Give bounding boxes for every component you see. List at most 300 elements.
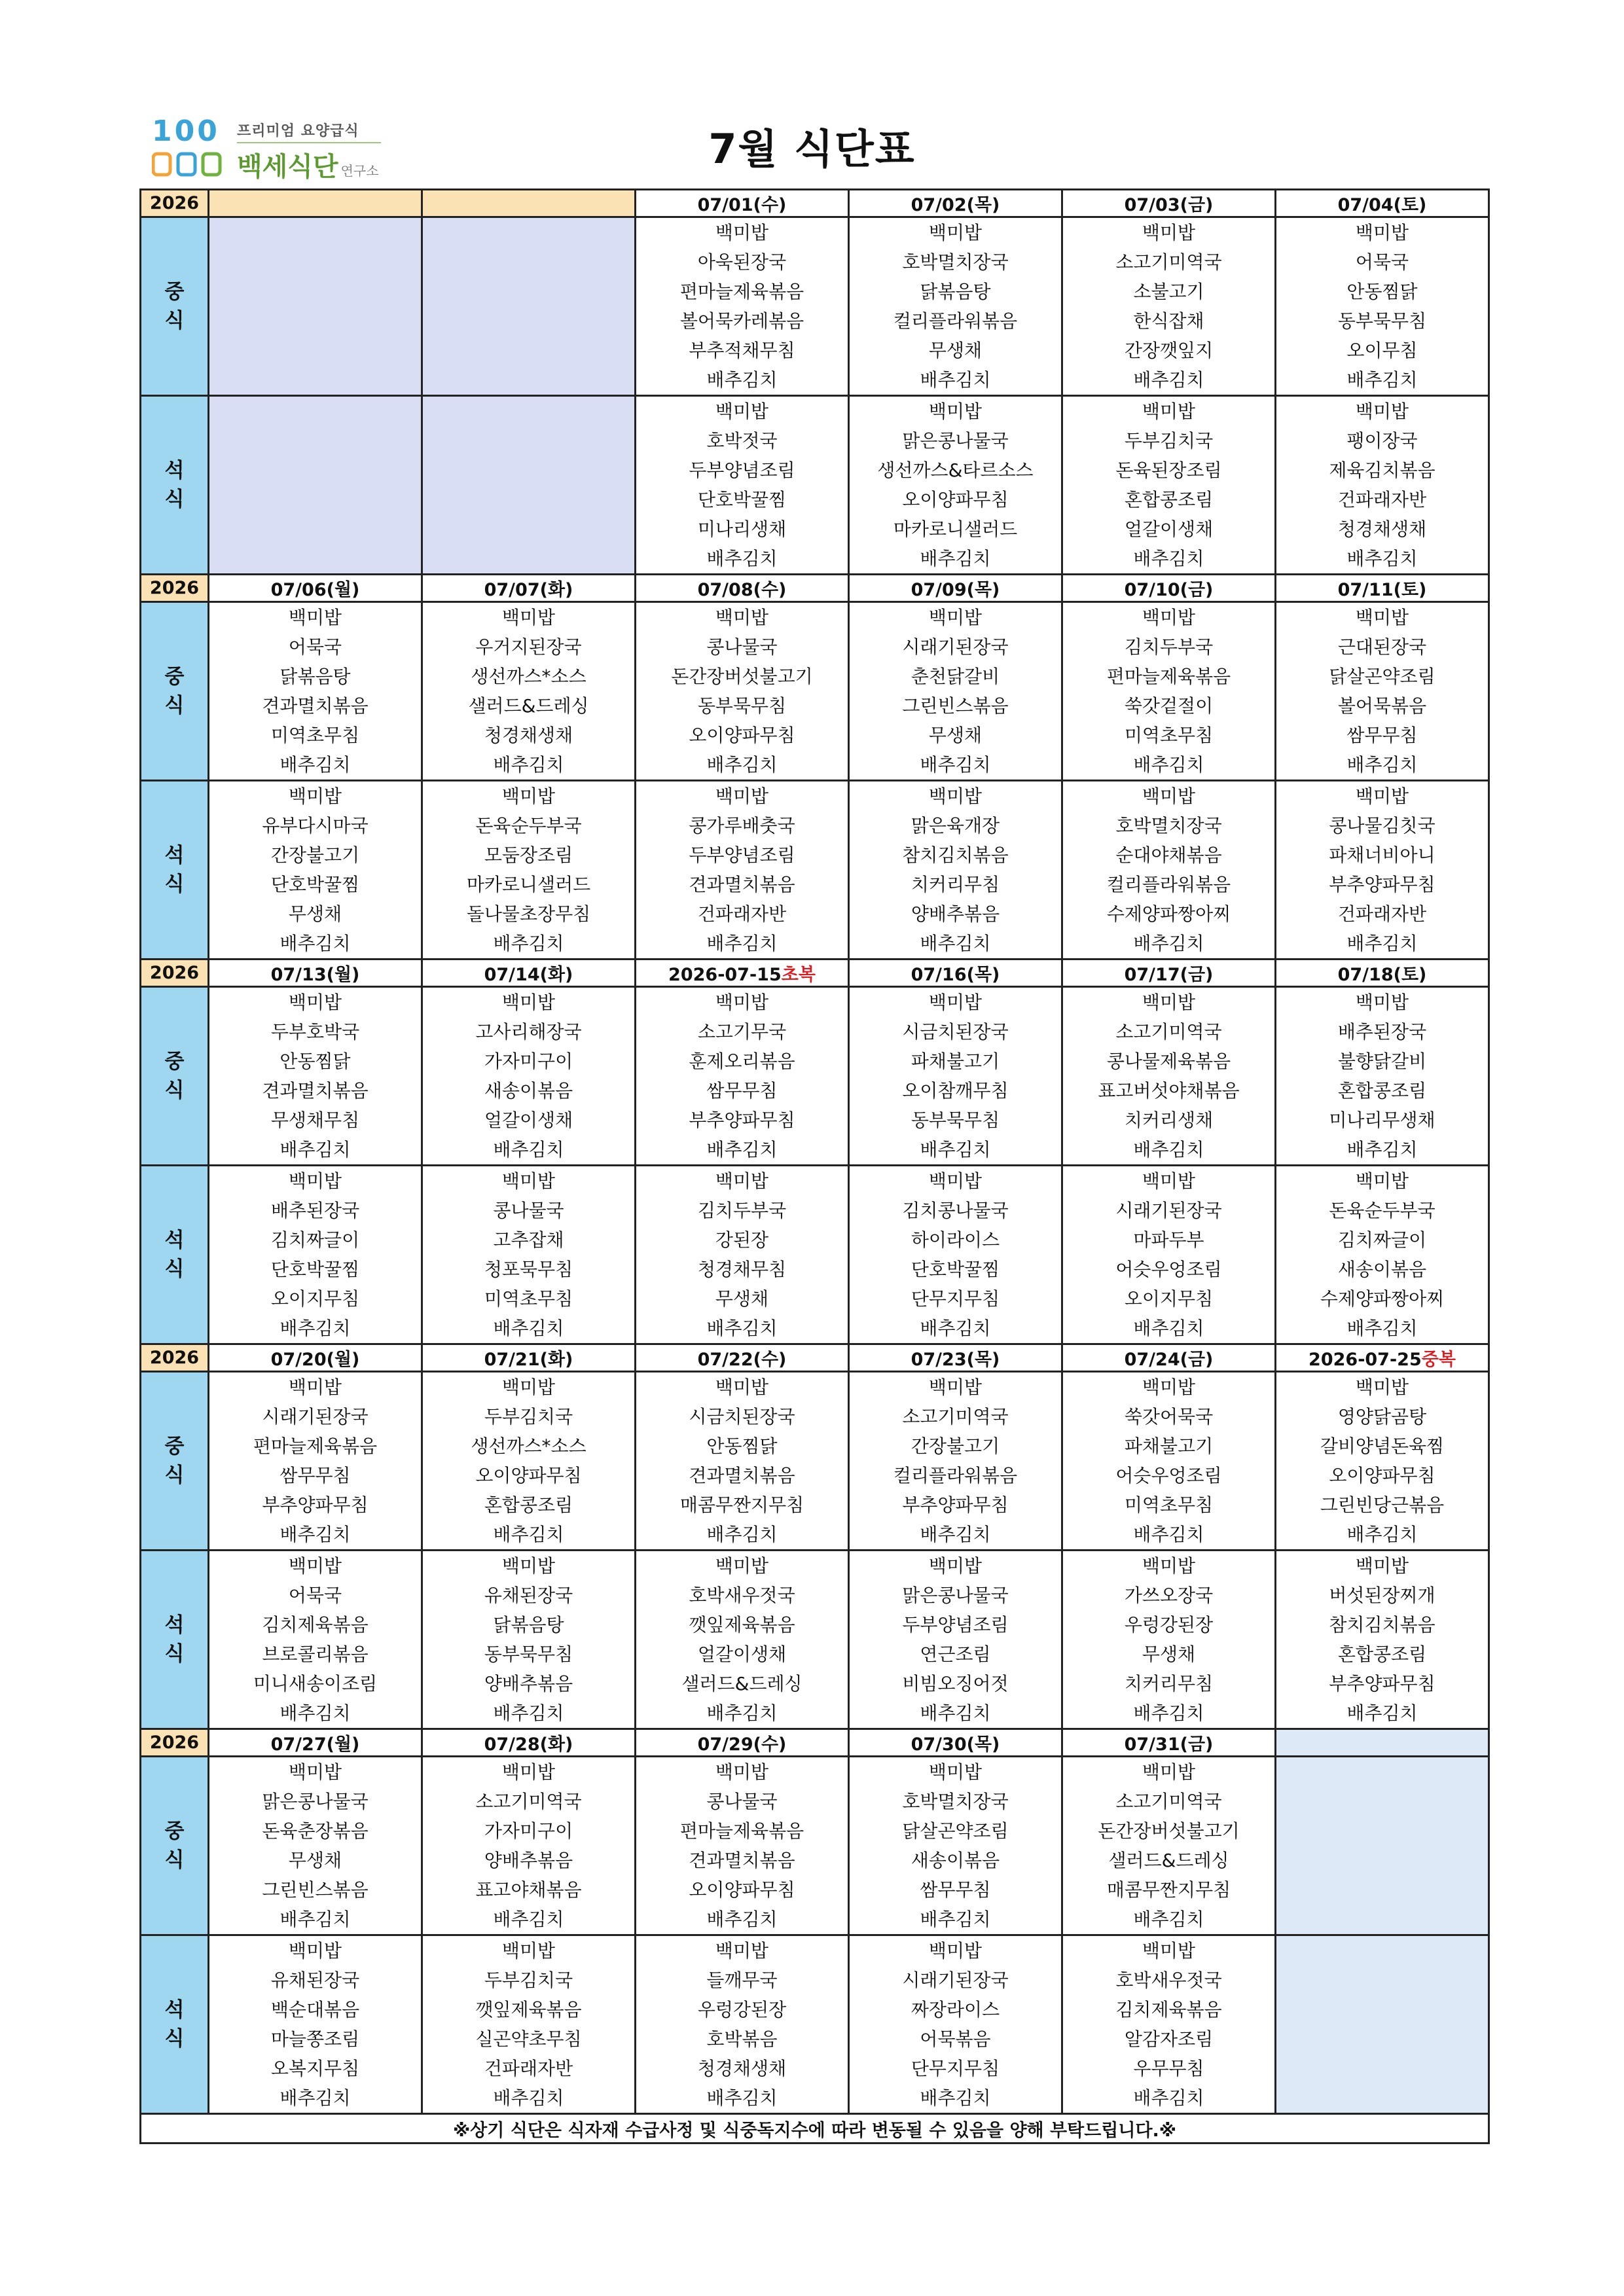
date-text: 07/18(토) — [1337, 965, 1427, 985]
dish-item: 백미밥 — [715, 1555, 769, 1577]
dish-item: 가자미구이 — [484, 1820, 573, 1842]
dish-item: 배추김치 — [920, 1318, 991, 1339]
date-cell — [209, 190, 422, 217]
dish-item: 청포묵무침 — [484, 1259, 573, 1280]
lunch-label — [141, 1372, 209, 1551]
dish-item: 동부묵무침 — [1337, 310, 1427, 332]
meal-label-char: 석 — [164, 844, 185, 867]
dish-item: 견과멸치볶음 — [262, 1080, 369, 1102]
lunch-menu-cell — [849, 1372, 1062, 1551]
dinner-row — [141, 396, 1489, 575]
dish-list — [1063, 1551, 1274, 1728]
dish-item: 단무지무침 — [911, 1288, 1000, 1310]
dish-item: 소고기미역국 — [475, 1791, 582, 1812]
year-cell: 2026 — [141, 190, 209, 217]
logo-subtitle: 연구소 — [340, 163, 379, 179]
dish-item: 백미밥 — [928, 401, 983, 422]
dish-item: 백미밥 — [1142, 1555, 1196, 1577]
dish-item: 유채된장국 — [270, 1969, 360, 1991]
dish-list — [209, 1551, 421, 1728]
dish-item: 백미밥 — [1355, 1170, 1409, 1192]
dish-item: 배추김치 — [706, 1139, 778, 1160]
date-cell — [422, 1344, 636, 1372]
dish-list — [423, 781, 634, 958]
dish-item: 오이양파무침 — [475, 1465, 582, 1486]
dish-item: 매콤무짠지무침 — [1106, 1879, 1231, 1901]
dish-item: 쌈무무침 — [1346, 725, 1418, 746]
dish-item: 오이지무침 — [270, 1288, 360, 1310]
date-cell — [1062, 575, 1276, 602]
dish-list — [1276, 397, 1488, 573]
dish-item: 시래기된장국 — [262, 1406, 369, 1427]
dish-item: 알감자조림 — [1124, 2028, 1214, 2050]
dish-item: 호박젓국 — [706, 430, 778, 452]
dish-item: 샐러드&드레싱 — [681, 1673, 803, 1695]
dish-item: 김치짜글이 — [270, 1229, 360, 1251]
dinner-menu-cell — [1062, 1935, 1276, 2114]
lunch-menu-cell — [636, 1372, 849, 1551]
dish-item: 김치두부국 — [697, 1200, 787, 1221]
dish-item: 백미밥 — [501, 1940, 556, 1962]
dish-list — [209, 1372, 421, 1549]
dish-item: 배추김치 — [493, 1909, 564, 1930]
dish-item: 배추김치 — [920, 1702, 991, 1724]
dish-item: 배추김치 — [920, 2087, 991, 2109]
date-text: 07/11(토) — [1337, 580, 1427, 600]
dish-item: 시래기된장국 — [1115, 1200, 1222, 1221]
dish-item: 배추김치 — [920, 754, 991, 776]
dish-list — [209, 1757, 421, 1934]
dish-item: 호박새우젓국 — [1115, 1969, 1222, 1991]
dish-item: 배추김치 — [1133, 369, 1204, 391]
dish-item: 쌈무무침 — [920, 1879, 991, 1901]
date-text: 07/07(화) — [484, 580, 573, 600]
date-cell — [1062, 1344, 1276, 1372]
dish-item: 배추김치 — [1346, 1702, 1418, 1724]
date-text: 07/16(목) — [911, 965, 1000, 985]
dish-list — [1063, 1757, 1274, 1934]
dish-item: 동부묵무침 — [911, 1109, 1000, 1131]
dish-item: 소고기미역국 — [902, 1406, 1009, 1427]
dish-item: 청경채무침 — [697, 1259, 787, 1280]
dish-item: 백미밥 — [501, 785, 556, 807]
dish-item: 참치김치볶음 — [902, 844, 1009, 866]
date-cell — [1276, 1344, 1489, 1372]
meal-label-char: 식 — [164, 1463, 185, 1487]
dish-list — [636, 1551, 848, 1728]
dish-item: 부추양파무침 — [262, 1494, 369, 1516]
dish-item: 혼합콩조림 — [1124, 489, 1214, 511]
lunch-menu-cell — [422, 1372, 636, 1551]
dish-item: 두부호박국 — [270, 1021, 360, 1043]
dish-item: 돈육순두부국 — [475, 815, 582, 836]
date-cell — [422, 190, 636, 217]
dish-item: 제육김치볶음 — [1329, 459, 1435, 481]
dish-item: 부추적채무침 — [689, 340, 795, 361]
dish-item: 시금치된장국 — [689, 1406, 795, 1427]
dish-list — [636, 781, 848, 958]
dish-item: 실곤약초무침 — [475, 2028, 582, 2050]
lunch-menu-cell — [636, 217, 849, 396]
lunch-row — [141, 217, 1489, 396]
lunch-menu-cell — [422, 602, 636, 781]
date-cell — [1062, 1729, 1276, 1757]
date-cell — [636, 960, 849, 987]
dish-item: 오이양파무침 — [902, 489, 1009, 511]
dish-item: 배추김치 — [1133, 2087, 1204, 2109]
week-date-row — [141, 1729, 1489, 1757]
dish-item: 백미밥 — [715, 1170, 769, 1192]
date-text: 07/04(토) — [1337, 195, 1427, 215]
dish-list — [1276, 218, 1488, 395]
date-cell — [209, 1344, 422, 1372]
dinner-menu-cell — [1276, 396, 1489, 575]
dish-item: 배추김치 — [1346, 1318, 1418, 1339]
dinner-label — [141, 1166, 209, 1344]
dinner-menu-cell — [849, 1935, 1062, 2114]
date-cell — [1276, 190, 1489, 217]
dish-item: 컬리플라워볶음 — [1106, 874, 1231, 895]
dish-item: 백미밥 — [715, 785, 769, 807]
date-cell — [422, 960, 636, 987]
dish-item: 연근조림 — [920, 1643, 991, 1665]
dish-item: 부추양파무침 — [1329, 874, 1435, 895]
dinner-menu-cell — [636, 1551, 849, 1729]
dish-item: 가자미구이 — [484, 1050, 573, 1072]
dish-item: 백미밥 — [1355, 1376, 1409, 1398]
dish-item: 미역초무침 — [1124, 1494, 1214, 1516]
dish-list — [1063, 781, 1274, 958]
lunch-label — [141, 987, 209, 1166]
dish-item: 배추김치 — [280, 754, 351, 776]
dish-item: 배추김치 — [280, 2087, 351, 2109]
lunch-row — [141, 1372, 1489, 1551]
date-text: 07/02(목) — [911, 195, 1000, 215]
dish-item: 백미밥 — [1355, 992, 1409, 1013]
dinner-menu-cell — [636, 1935, 849, 2114]
dish-item: 배추김치 — [706, 2087, 778, 2109]
dish-item: 안동찜닭 — [706, 1435, 778, 1457]
dish-item: 파채불고기 — [1124, 1435, 1214, 1457]
dish-item: 얼갈이생채 — [1124, 518, 1214, 540]
logo-digits: 100 — [152, 115, 220, 148]
dish-item: 하이라이스 — [911, 1229, 1000, 1251]
dinner-menu-cell — [209, 1935, 422, 2114]
dish-item: 돈육춘장볶음 — [262, 1820, 369, 1842]
dish-item: 배추김치 — [493, 1318, 564, 1339]
dish-item: 백미밥 — [501, 607, 556, 628]
dish-list — [1276, 1551, 1488, 1728]
dish-item: 안동찜닭 — [280, 1050, 351, 1072]
lunch-menu-cell — [209, 987, 422, 1166]
dish-item: 시래기된장국 — [902, 1969, 1009, 1991]
dinner-menu-cell — [849, 396, 1062, 575]
dish-list — [850, 988, 1061, 1164]
dish-item: 견과멸치볶음 — [689, 1850, 795, 1871]
dish-item: 그린빈스볶음 — [902, 695, 1009, 717]
lunch-label — [141, 217, 209, 396]
dish-item: 영양닭곰탕 — [1337, 1406, 1427, 1427]
dish-item: 얼갈이생채 — [697, 1643, 787, 1665]
dish-item: 볼어묵볶음 — [1337, 695, 1427, 717]
dish-list — [1063, 397, 1274, 573]
dish-item: 쌈무무침 — [706, 1080, 778, 1102]
dinner-row — [141, 1935, 1489, 2114]
dish-item: 배추김치 — [1133, 754, 1204, 776]
dish-item: 백미밥 — [928, 222, 983, 243]
date-cell — [849, 960, 1062, 987]
dish-list — [636, 397, 848, 573]
dish-item: 마파두부 — [1133, 1229, 1204, 1251]
meal-label-char: 식 — [164, 1642, 185, 1666]
dish-item: 얼갈이생채 — [484, 1109, 573, 1131]
dinner-label — [141, 1551, 209, 1729]
lunch-menu-cell — [1276, 602, 1489, 781]
dish-item: 두부양념조림 — [689, 459, 795, 481]
dish-item: 백미밥 — [715, 1376, 769, 1398]
dish-item: 브로콜리볶음 — [262, 1643, 369, 1665]
date-text: 07/30(목) — [911, 1734, 1000, 1755]
lunch-menu-cell — [209, 602, 422, 781]
dish-item: 배추김치 — [493, 754, 564, 776]
dish-item: 새송이볶음 — [1337, 1259, 1427, 1280]
dish-item: 배추김치 — [493, 1702, 564, 1724]
date-text: 07/22(수) — [697, 1350, 787, 1370]
dish-item: 마카로니샐러드 — [466, 874, 591, 895]
date-cell — [636, 190, 849, 217]
meal-label-char: 중 — [164, 280, 185, 304]
dish-item: 깻잎제육볶음 — [475, 1999, 582, 2020]
week-date-row — [141, 960, 1489, 987]
dish-item: 갈비양념돈육찜 — [1320, 1435, 1445, 1457]
lunch-menu-cell — [1276, 1372, 1489, 1551]
dish-item: 백미밥 — [501, 992, 556, 1013]
dish-item: 배추김치 — [1346, 369, 1418, 391]
dish-item: 백미밥 — [288, 1761, 342, 1783]
dish-item: 닭볶음탕 — [920, 281, 991, 302]
lunch-menu-cell — [1276, 987, 1489, 1166]
date-text: 07/17(금) — [1124, 965, 1214, 985]
lunch-menu-cell — [1062, 987, 1276, 1166]
date-text: 07/10(금) — [1124, 580, 1214, 600]
dish-item: 새송이볶음 — [911, 1850, 1000, 1871]
lunch-menu-cell — [209, 1757, 422, 1935]
dish-item: 백미밥 — [715, 1761, 769, 1783]
dish-item: 김치콩나물국 — [902, 1200, 1009, 1221]
dish-item: 백미밥 — [288, 1376, 342, 1398]
date-cell — [209, 960, 422, 987]
dish-item: 한식잡채 — [1133, 310, 1204, 332]
dish-list — [1276, 781, 1488, 958]
dish-list — [850, 1166, 1061, 1343]
dish-item: 배추김치 — [706, 1524, 778, 1545]
dish-item: 컬리플라워볶음 — [893, 310, 1018, 332]
dish-list — [423, 1551, 634, 1728]
dish-list — [1276, 1166, 1488, 1343]
dish-item: 백미밥 — [1142, 992, 1196, 1013]
dish-item: 호박멸치장국 — [902, 1791, 1009, 1812]
dish-item: 오이참깨무침 — [902, 1080, 1009, 1102]
dish-item: 간장불고기 — [270, 844, 360, 866]
dish-item: 배추김치 — [1346, 754, 1418, 776]
dish-item: 김치제육볶음 — [262, 1614, 369, 1636]
dish-item: 부추양파무침 — [902, 1494, 1009, 1516]
dish-item: 백미밥 — [1355, 401, 1409, 422]
empty-cell — [1276, 1935, 1489, 2114]
date-text: 07/23(목) — [911, 1350, 1000, 1370]
dish-item: 어슷우엉조림 — [1115, 1465, 1222, 1486]
date-text: 07/21(화) — [484, 1350, 573, 1370]
dish-list — [423, 1372, 634, 1549]
dish-item: 돈간장버섯불고기 — [671, 666, 813, 687]
meal-label-char: 식 — [164, 694, 185, 717]
dish-list — [1063, 1936, 1274, 2113]
empty-cell — [1276, 1757, 1489, 1935]
dinner-menu-cell — [422, 1935, 636, 2114]
dish-item: 맑은콩나물국 — [262, 1791, 369, 1812]
dish-item: 미역초무침 — [484, 1288, 573, 1310]
lunch-menu-cell — [1062, 602, 1276, 781]
dish-item: 맑은육개장 — [911, 815, 1000, 836]
dinner-menu-cell — [209, 781, 422, 960]
dinner-menu-cell — [636, 396, 849, 575]
dish-item: 생선까스*소스 — [471, 1435, 586, 1457]
dish-item: 배추김치 — [493, 1139, 564, 1160]
dish-item: 고추잡채 — [493, 1229, 564, 1251]
date-text: 07/31(금) — [1124, 1734, 1214, 1755]
dish-item: 치커리무침 — [1124, 1673, 1214, 1695]
dish-item: 깻잎제육볶음 — [689, 1614, 795, 1636]
dish-item: 유부다시마국 — [262, 815, 369, 836]
footer-row — [141, 2114, 1489, 2144]
dish-item: 편마늘제육볶음 — [679, 281, 804, 302]
dinner-menu-cell — [209, 1166, 422, 1344]
dish-item: 맑은콩나물국 — [902, 1585, 1009, 1606]
week-date-row — [141, 575, 1489, 602]
lunch-menu-cell — [1062, 1372, 1276, 1551]
dish-item: 단호박꿀찜 — [270, 1259, 360, 1280]
dish-item: 콩나물국 — [706, 1791, 778, 1812]
dish-item: 백미밥 — [928, 1555, 983, 1577]
dish-item: 닭볶음탕 — [493, 1614, 564, 1636]
date-cell — [849, 575, 1062, 602]
date-cell — [1062, 190, 1276, 217]
dish-item: 건파래자반 — [1337, 489, 1427, 511]
dish-item: 배추김치 — [706, 1318, 778, 1339]
dish-item: 견과멸치볶음 — [689, 874, 795, 895]
date-text: 07/27(월) — [270, 1734, 360, 1755]
dinner-menu-cell — [1276, 781, 1489, 960]
dish-item: 순대야채볶음 — [1115, 844, 1222, 866]
lunch-menu-cell — [849, 987, 1062, 1166]
lunch-menu-cell — [422, 1757, 636, 1935]
dish-item: 배추김치 — [1133, 548, 1204, 569]
lunch-menu-cell — [636, 602, 849, 781]
date-cell — [636, 575, 849, 602]
dish-item: 닭살곤약조림 — [1329, 666, 1435, 687]
dish-item: 샐러드&드레싱 — [1108, 1850, 1229, 1871]
dish-list — [209, 781, 421, 958]
dish-list — [423, 1936, 634, 2113]
dish-item: 무생채 — [1142, 1643, 1196, 1665]
dish-item: 소고기미역국 — [1115, 1791, 1222, 1812]
dish-list — [423, 1757, 634, 1934]
date-text: 07/09(목) — [911, 580, 1000, 600]
dish-item: 배추김치 — [706, 548, 778, 569]
dish-item: 배추김치 — [280, 1524, 351, 1545]
date-cell — [849, 1729, 1062, 1757]
dish-item: 백미밥 — [928, 607, 983, 628]
dish-list — [423, 603, 634, 780]
dish-list — [850, 781, 1061, 958]
date-text: 07/08(수) — [697, 580, 787, 600]
dish-item: 백미밥 — [1142, 222, 1196, 243]
dish-item: 비빔오징어젓 — [902, 1673, 1009, 1695]
dish-item: 배추김치 — [920, 933, 991, 954]
dish-item: 배추김치 — [280, 1318, 351, 1339]
dish-item: 배추김치 — [1133, 1139, 1204, 1160]
dish-item: 백미밥 — [288, 607, 342, 628]
dish-item: 혼합콩조림 — [1337, 1643, 1427, 1665]
dish-item: 견과멸치볶음 — [689, 1465, 795, 1486]
dish-item: 짜장라이스 — [911, 1999, 1000, 2020]
menu-table — [139, 188, 1490, 2144]
dish-item: 시래기된장국 — [902, 636, 1009, 658]
year-cell: 2026 — [141, 1729, 209, 1757]
dish-list — [1063, 603, 1274, 780]
meal-label-char: 식 — [164, 1079, 185, 1102]
dish-list — [636, 603, 848, 780]
dinner-label — [141, 781, 209, 960]
dish-item: 청경채생채 — [697, 2058, 787, 2079]
dish-item: 우렁강된장 — [697, 1999, 787, 2020]
dish-item: 건파래자반 — [697, 903, 787, 925]
dish-list — [636, 1166, 848, 1343]
dish-list — [1276, 1372, 1488, 1549]
dish-list — [636, 218, 848, 395]
dish-item: 새송이볶음 — [484, 1080, 573, 1102]
meal-label-char: 석 — [164, 459, 185, 482]
dish-item: 아욱된장국 — [697, 251, 787, 273]
dish-item: 백미밥 — [288, 1555, 342, 1577]
dish-item: 콩가루배춧국 — [689, 815, 795, 836]
dish-item: 배추김치 — [920, 1524, 991, 1545]
dish-item: 미역초무침 — [270, 725, 360, 746]
lunch-label — [141, 1757, 209, 1935]
dish-item: 배추김치 — [280, 1909, 351, 1930]
dish-item: 백미밥 — [288, 992, 342, 1013]
dish-item: 소고기미역국 — [1115, 1021, 1222, 1043]
dish-item: 두부김치국 — [484, 1406, 573, 1427]
dish-item: 치커리무침 — [911, 874, 1000, 895]
dish-item: 무생채 — [715, 1288, 769, 1310]
dish-item: 배추김치 — [706, 1702, 778, 1724]
date-cell — [422, 575, 636, 602]
dish-item: 두부김치국 — [1124, 430, 1214, 452]
dish-item: 우렁강된장 — [1124, 1614, 1214, 1636]
dish-item: 건파래자반 — [1337, 903, 1427, 925]
dish-item: 청경채생채 — [1337, 518, 1427, 540]
dish-item: 양배추볶음 — [484, 1673, 573, 1695]
date-cell — [1276, 960, 1489, 987]
dish-item: 백미밥 — [1142, 785, 1196, 807]
dish-item: 배추김치 — [1346, 933, 1418, 954]
dish-item: 배추김치 — [1133, 1524, 1204, 1545]
dish-item: 컬리플라워볶음 — [893, 1465, 1018, 1486]
dinner-menu-cell — [849, 781, 1062, 960]
dish-list — [1063, 1372, 1274, 1549]
dish-item: 배추김치 — [920, 1139, 991, 1160]
